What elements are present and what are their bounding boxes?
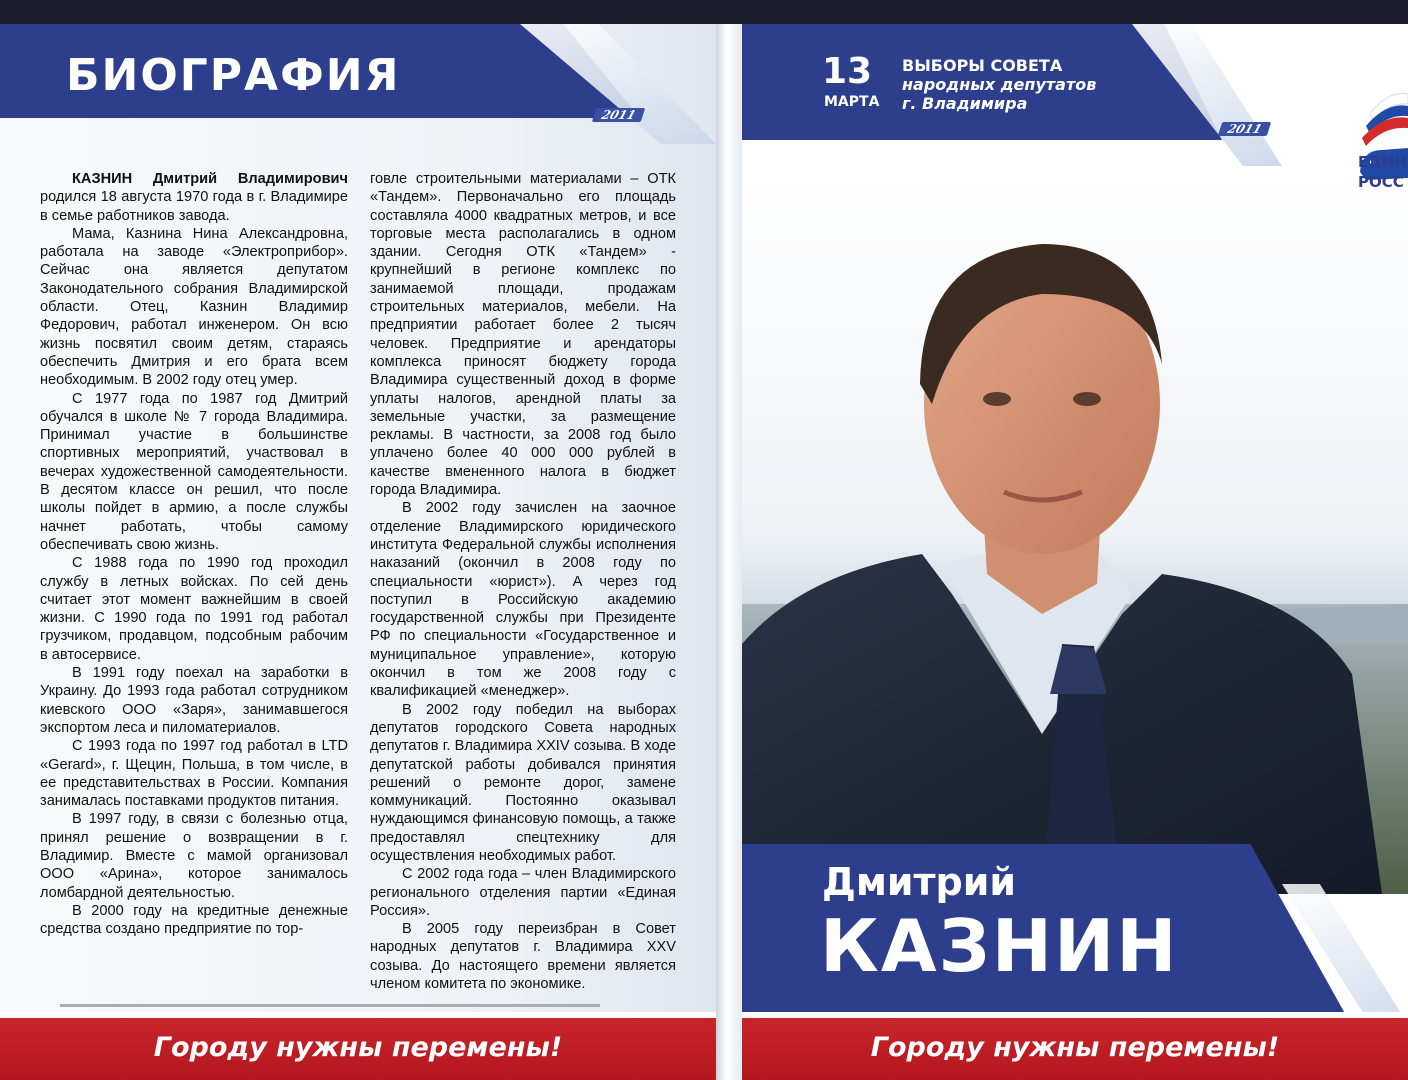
page-title: БИОГРАФИЯ (66, 50, 401, 101)
flag-icon (1362, 93, 1408, 146)
bio-paragraph: В 2000 году на кредитные денежные средства создано предприятие по тор- (40, 902, 348, 938)
candidate-first-name: Дмитрий (822, 860, 1017, 904)
biography-column-right (370, 170, 676, 993)
bio-paragraph: С 1977 года по 1987 год Дмитрий обучался в школе № 7 города Владимира. Принимал участие в большинстве спортивных мероприятий, участвовал в вечерах художественной самодеятельности. В десятом классе он решил, что после школы пойдет в армию, а после службы начнет работать, чтобы самому обеспечивать свою жизнь. (40, 390, 348, 553)
bio-paragraph: КАЗНИН Дмитрий Владимирович родился 18 августа 1970 года в г. Владимире в семье работников завода. (40, 171, 348, 224)
bio-paragraph: В 1991 году поехал на заработки в Украину. До 1993 года работал сотрудником киевского ООО «Заря», занимавшегося экспортом леса и пиломатериалов. (40, 665, 348, 736)
bio-paragraph: С 1988 года по 1990 год проходил службу в летных войсках. По сей день считает этот момент важнейшим в своей жизни. С 1990 года по 1991 год работал грузчиком, продавцом, подсобным рабочим в автосервисе. (40, 555, 348, 663)
portrait-illustration (742, 174, 1408, 894)
election-line-3: г. Владимира (902, 94, 1028, 113)
slogan-text: Городу нужны перемены! (153, 1032, 563, 1063)
bio-paragraph: В 2005 году переизбран в Совет народных депутатов г. Владимира XXV созыва. До настоящего времени является членом комитета по экономике. (370, 921, 676, 993)
bio-paragraph: Мама, Казнина Нина Александровна, работала на заводе «Электроприбор». Сейчас она является депутатом Законодательного собрания Владимирской области. Отец, Казнин Владимир Федорович, работал инженером. Он всю жизнь посвятил своим детям, стараясь обеспечить Дмитрия и его брата всем необходимым. В 2002 году отец умер. (40, 225, 348, 389)
party-name: ЕДИН РОСС (1358, 153, 1407, 191)
candidate-last-name: КАЗНИН (820, 904, 1179, 988)
bio-paragraph: В 2002 году зачислен на заочное отделение Владимирского юридического института Федеральной службы исполнения наказаний (окончил в 2008 году по специальности «юрист»). А через год поступил в Российскую академию государственной службы при Президенте РФ по специальности «Государственное и муниципальное управление», которую окончил в том же 2008 году с квалификацией «менеджер». (370, 500, 676, 700)
election-line-2: народных депутатов (902, 75, 1097, 94)
bio-paragraph: С 1993 года по 1997 год работал в LTD «Gerard», г. Щецин, Польша, в том числе, в ее представительствах в России. Компания занималась поставками продуктов питания. (40, 738, 348, 810)
bio-lead-name: КАЗНИН Дмитрий Владимирович (72, 171, 348, 187)
bio-paragraph: В 1997 году, в связи с болезнью отца, принял решение о возвращении в г. Владимир. Вместе с мамой организовал ООО «Арина», которое занималось ломбардной деятельностью. (40, 811, 348, 901)
election-day: 13 (822, 51, 873, 92)
candidate-photo (742, 174, 1408, 894)
election-month: МАРТА (824, 94, 880, 110)
page-fold (716, 24, 742, 1080)
slogan-bar (742, 1018, 1408, 1080)
slogan-bar (0, 1018, 716, 1080)
year-tag: 2011 (592, 108, 646, 122)
election-heading (902, 56, 1096, 113)
bio-paragraph: С 2002 года года – член Владимирского регионального отделения партии «Единая Россия». (370, 866, 676, 919)
bio-paragraph: говле строительными материалами – ОТК «Тандем». Первоначально его площадь составляла 4000 квадратных метров, и все торговые места располагались в одном здании. Сегодня ОТК «Тандем» - крупнейший в регионе комплекс по занимаемой площади, продажам строительных материалов, мебели. На предприятии работает более 2 тысяч человек. Предприятие и арендаторы комплекса приносят бюджету города Владимира существенный доход в форме уплаты налогов, арендной платы за земельные участки, за размещение рекламы. В частности, за 2008 год было уплачено более 40 000 000 рублей в качестве вмененного налога в бюджет города Владимира. (370, 171, 676, 499)
year-tag: 2011 (1218, 122, 1272, 136)
slogan-text: Городу нужны перемены! (870, 1032, 1280, 1063)
party-logo (1352, 50, 1408, 220)
candidate-cover-page (742, 24, 1408, 1080)
biography-column-left (40, 170, 348, 938)
biography-page (0, 24, 716, 1080)
election-line-1: ВЫБОРЫ СОВЕТА (902, 56, 1063, 75)
bio-paragraph: В 2002 году победил на выборах депутатов городского Совета народных депутатов г. Владимира XXIV созыва. В ходе депутатской работы добивался принятия решений о ремонте дорог, замене коммуникаций. Постоянно оказывал нуждающимся финансовую помощь, а также предоставлял спецтехнику для осуществления необходимых работ. (370, 701, 676, 864)
